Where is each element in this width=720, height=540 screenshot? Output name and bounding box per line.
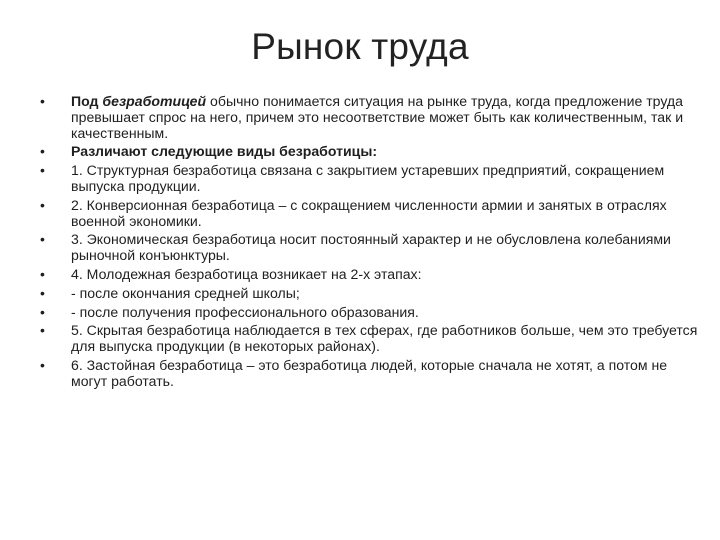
bullet-text: 4. Молодежная безработица возникает на 2-х этапах: [71, 265, 422, 282]
bullet-item-structural [40, 163, 700, 195]
bullet-dot-icon [40, 198, 45, 214]
bullet-dot-icon [40, 94, 45, 110]
bullet-list [40, 94, 700, 393]
bullet-dot-icon [40, 323, 45, 339]
definition-lead: Под [71, 93, 103, 109]
bullet-dot-icon [40, 232, 45, 248]
bullet-item-definition [40, 94, 700, 141]
bullet-text: 3. Экономическая безработица носит постоянный характер и не обусловлена колебаниями рыночной конъюнктуры. [71, 231, 671, 264]
bullet-text: 2. Конверсионная безработица – с сокращением численности армии и занятых в отраслях военной экономики. [71, 196, 667, 229]
bullet-item-conversion [40, 198, 700, 230]
bullet-text: - после получения профессионального образования. [71, 303, 419, 320]
bullet-text: 6. Застойная безработица – это безработица людей, которые сначала не хотят, а потом не могут работать. [71, 356, 668, 389]
bullet-item-types-intro [40, 144, 700, 160]
bullet-text: 5. Скрытая безработица наблюдается в тех сферах, где работников больше, чем это требуется для выпуска продукции (в некоторых районах). [71, 322, 698, 355]
bullet-dot-icon [40, 305, 45, 321]
bullet-dot-icon [40, 267, 45, 283]
bullet-item-youth-stage-1 [40, 286, 700, 302]
bullet-dot-icon [40, 358, 45, 374]
types-intro-text: Различают следующие виды безработицы: [71, 143, 378, 160]
bullet-item-youth [40, 267, 700, 283]
definition-term: безработицей [102, 93, 207, 109]
bullet-item-stagnant [40, 358, 700, 390]
bullet-text: 1. Структурная безработица связана с закрытием устаревших предприятий, сокращением выпуска продукции. [71, 162, 665, 194]
definition-text: обычно понимается ситуация на рынке труда, когда предложение труда превышает спрос на него, причем это несоответствие может быть как количественным, так и качественным. [71, 93, 684, 141]
slide-title: Рынок труда [251, 26, 469, 67]
bullet-text: - после окончания средней школы; [71, 284, 300, 301]
bullet-item-economic [40, 232, 700, 264]
bullet-item-hidden [40, 323, 700, 355]
bullet-dot-icon [40, 163, 45, 179]
bullet-dot-icon [40, 286, 45, 302]
bullet-dot-icon [40, 144, 45, 160]
bullet-item-youth-stage-2 [40, 305, 700, 321]
